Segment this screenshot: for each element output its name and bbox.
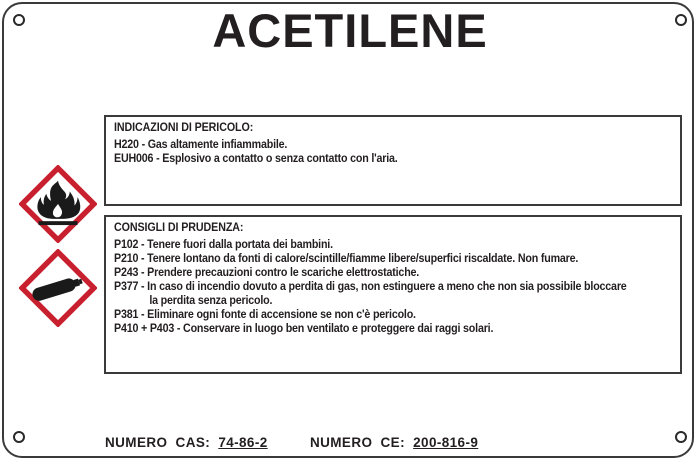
- prudenza-line-p102: P102 - Tenere fuori dalla portata dei bambini.: [114, 239, 333, 251]
- gas-cylinder-icon: [19, 249, 97, 327]
- screw-hole-bottom-right: [675, 431, 687, 443]
- screw-hole-bottom-left: [13, 431, 25, 443]
- prudenza-line-p243: P243 - Prendere precauzioni contro le scariche elettrostatiche.: [114, 267, 420, 279]
- ce-number-label: NUMERO CE:: [309, 435, 405, 450]
- precautionary-statements-box: [104, 215, 682, 374]
- ce-number-value: 200-816-9: [413, 435, 479, 450]
- prudenza-line-p381: P381 - Eliminare ogni fonte di accensione se non c'è pericolo.: [114, 309, 416, 321]
- prudenza-line-p377-wrap: la perdita senza pericolo.: [149, 295, 273, 307]
- flame-icon: [19, 165, 97, 243]
- prudenza-line-p377: P377 - In caso di incendio dovuto a perdita di gas, non estinguere a meno che non sia possibile bloccare: [114, 281, 627, 293]
- cas-number-value: 74-86-2: [218, 435, 268, 450]
- hazard-box-header: INDICAZIONI DI PERICOLO:: [114, 122, 254, 134]
- sign-title: ACETILENE: [212, 4, 488, 57]
- hazard-line-euh006: EUH006 - Esplosivo a contatto o senza contatto con l'aria.: [114, 153, 398, 165]
- hazard-statements-box: [104, 115, 682, 206]
- hazard-line-h220: H220 - Gas altamente infiammabile.: [114, 139, 288, 151]
- registry-numbers: [105, 435, 478, 450]
- prudenza-box-header: CONSIGLI DI PRUDENZA:: [114, 222, 244, 234]
- prudenza-line-p410-p403: P410 + P403 - Conservare in luogo ben ventilato e proteggere dai raggi solari.: [114, 323, 494, 335]
- cas-number-label: NUMERO CAS:: [105, 435, 211, 450]
- prudenza-line-p210: P210 - Tenere lontano da fonti di calore/scintille/fiamme libere/superfici riscaldate. Non fumare.: [114, 253, 579, 265]
